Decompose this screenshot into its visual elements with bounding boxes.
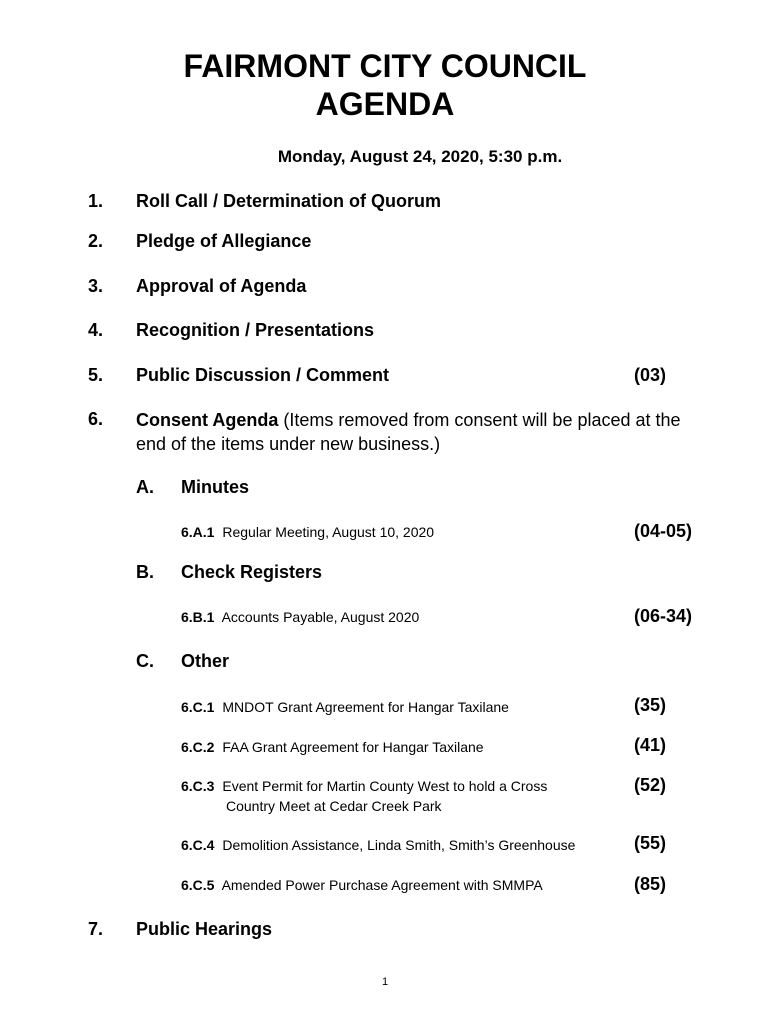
page-reference: (04-05) xyxy=(634,521,693,541)
sub-item xyxy=(181,737,484,757)
page-reference: (85) xyxy=(634,874,667,894)
page-subtitle: AGENDA xyxy=(315,86,455,122)
section-minutes: Minutes xyxy=(181,477,250,497)
item-number: 6. xyxy=(88,409,104,429)
sub-item-text: FAA Grant Agreement for Hangar Taxilane xyxy=(222,739,484,755)
section-check-registers: Check Registers xyxy=(181,562,323,582)
item-public-hearings: Public Hearings xyxy=(136,919,273,939)
sub-item-text: Event Permit for Martin County West to hold a Cross xyxy=(222,778,548,794)
sub-item-code: 6.A.1 xyxy=(181,524,215,540)
section-other: Other xyxy=(181,651,230,671)
item-number: 3. xyxy=(88,276,104,296)
page-reference: (03) xyxy=(634,365,667,385)
page-reference: (55) xyxy=(634,833,667,853)
sub-item-text: Amended Power Purchase Agreement with SMMPA xyxy=(221,877,543,893)
item-number: 7. xyxy=(88,919,104,939)
sub-item-code: 6.C.2 xyxy=(181,739,215,755)
sub-item-code: 6.B.1 xyxy=(181,609,215,625)
item-public-discussion: Public Discussion / Comment xyxy=(136,365,390,385)
section-letter: B. xyxy=(136,562,154,582)
item-number: 5. xyxy=(88,365,104,385)
item-number: 1. xyxy=(88,191,104,211)
sub-item-text: Regular Meeting, August 10, 2020 xyxy=(222,524,435,540)
item-number: 2. xyxy=(88,231,104,251)
sub-item-text: Accounts Payable, August 2020 xyxy=(221,609,420,625)
item-recognition: Recognition / Presentations xyxy=(136,320,375,340)
page-number: 1 xyxy=(381,976,389,988)
page-title: FAIRMONT CITY COUNCIL xyxy=(183,48,587,84)
sub-item xyxy=(181,875,543,895)
sub-item-text-continued: Country Meet at Cedar Creek Park xyxy=(226,798,442,814)
section-letter: A. xyxy=(136,477,154,497)
item-pledge: Pledge of Allegiance xyxy=(136,231,312,251)
sub-item xyxy=(181,697,509,717)
consent-agenda-label: Consent Agenda xyxy=(136,410,279,430)
sub-item-code: 6.C.1 xyxy=(181,699,215,715)
sub-item-text: MNDOT Grant Agreement for Hangar Taxilane xyxy=(222,699,509,715)
sub-item xyxy=(181,835,575,855)
sub-item-code: 6.C.4 xyxy=(181,837,215,853)
page-reference: (41) xyxy=(634,735,667,755)
sub-item xyxy=(181,776,547,796)
page-reference: (52) xyxy=(634,775,667,795)
page-reference: (35) xyxy=(634,695,667,715)
item-consent-agenda xyxy=(136,408,696,456)
sub-item-code: 6.C.3 xyxy=(181,778,215,794)
sub-item-code: 6.C.5 xyxy=(181,877,215,893)
item-approval: Approval of Agenda xyxy=(136,276,307,296)
sub-item xyxy=(181,607,419,627)
sub-item-text: Demolition Assistance, Linda Smith, Smith’s Greenhouse xyxy=(222,837,576,853)
page-reference: (06-34) xyxy=(634,606,693,626)
item-number: 4. xyxy=(88,320,104,340)
meeting-date: Monday, August 24, 2020, 5:30 p.m. xyxy=(277,147,563,166)
consent-agenda-note: (Items removed from consent will be placed at the end of the items under new business.) xyxy=(136,410,681,454)
item-roll-call: Roll Call / Determination of Quorum xyxy=(136,191,442,211)
sub-item xyxy=(181,522,434,542)
section-letter: C. xyxy=(136,651,154,671)
